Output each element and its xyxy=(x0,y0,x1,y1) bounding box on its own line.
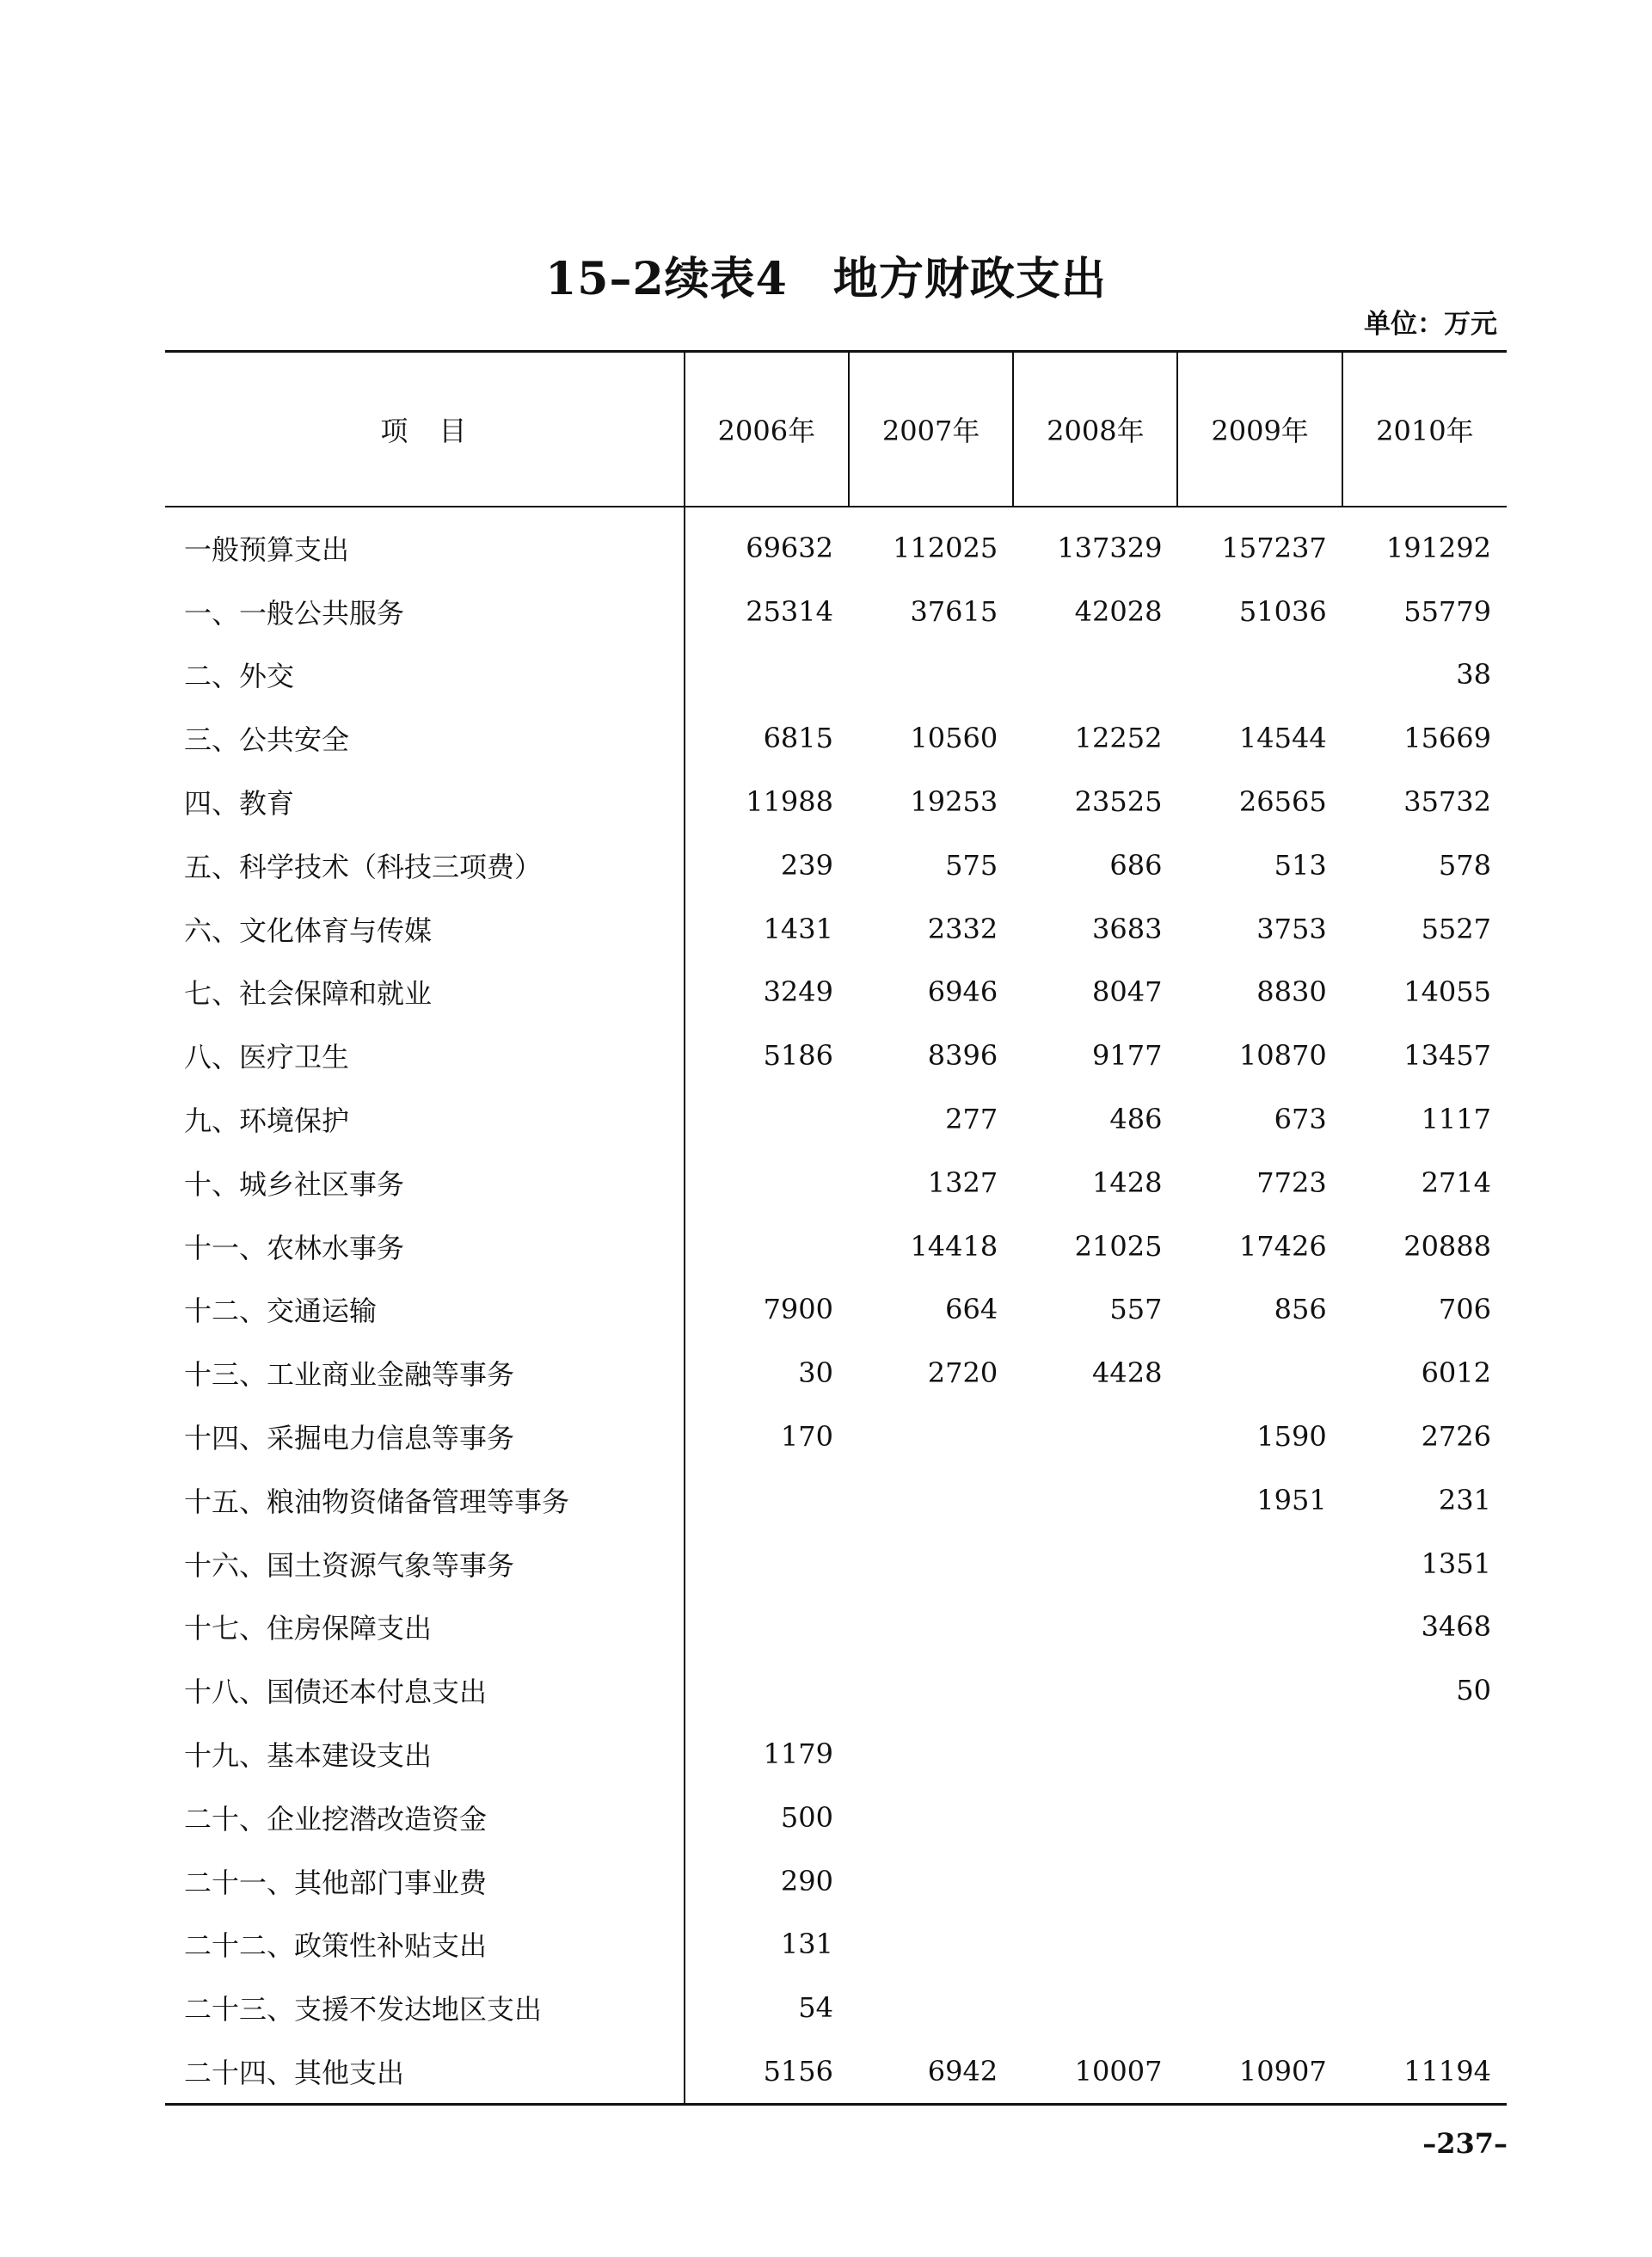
row-label: 六、文化体育与传媒 xyxy=(184,913,433,947)
cell-value-2006年: 6815 xyxy=(685,706,849,770)
cell-value-2008年: 8047 xyxy=(1092,975,1163,1009)
cell-value-2008年: 9177 xyxy=(1092,1039,1163,1073)
cell-value-2009年 xyxy=(1177,1786,1342,1849)
cell-value-2008年 xyxy=(1013,643,1177,707)
row-label: 一般预算支出 xyxy=(184,532,350,566)
table-body xyxy=(165,507,1507,2104)
cell-value-2008年 xyxy=(1013,1658,1177,1722)
cell-value-2007年: 575 xyxy=(945,848,998,882)
cell-value-2009年 xyxy=(1177,643,1342,707)
cell-value-2007年 xyxy=(849,1849,1013,1913)
cell-value-2009年: 10907 xyxy=(1238,2055,1327,2088)
cell-value-2008年: 42028 xyxy=(1074,594,1163,628)
cell-value-2010年: 5527 xyxy=(1421,912,1491,945)
cell-value-2007年 xyxy=(849,1658,1013,1722)
table-row xyxy=(165,1596,1507,1659)
cell-value-2008年 xyxy=(1013,1786,1177,1849)
cell-value-2009年 xyxy=(1177,1596,1342,1659)
cell-value-2007年: 2332 xyxy=(927,912,998,945)
row-label: 二十四、其他支出 xyxy=(184,2057,405,2090)
column-header-item: 项 目 xyxy=(165,352,685,507)
row-label: 二十、企业挖潜改造资金 xyxy=(184,1802,488,1836)
cell-value-2008年 xyxy=(1013,1596,1177,1659)
cell-value-2009年: 856 xyxy=(1274,1293,1327,1326)
cell-value-2010年: 55779 xyxy=(1403,594,1491,628)
cell-value-2009年 xyxy=(1177,1658,1342,1722)
cell-value-2010年: 578 xyxy=(1438,848,1491,882)
cell-value-2007年: 8396 xyxy=(927,1039,998,1073)
cell-value-2006年 xyxy=(685,1087,849,1151)
cell-value-2007年: 1327 xyxy=(927,1165,998,1199)
cell-value-2010年: 15669 xyxy=(1403,722,1491,755)
cell-value-2008年: 137329 xyxy=(1057,531,1163,564)
cell-value-2009年: 14544 xyxy=(1238,722,1327,755)
row-label: 十四、采掘电力信息等事务 xyxy=(184,1422,515,1455)
cell-value-2008年 xyxy=(1013,1722,1177,1786)
cell-value-2007年: 37615 xyxy=(910,594,998,628)
table-row xyxy=(165,1024,1507,1087)
cell-value-2006年: 131 xyxy=(685,1913,849,1977)
cell-value-2006年: 54 xyxy=(685,1976,849,2039)
cell-value-2007年 xyxy=(849,1532,1013,1596)
cell-value-2008年: 3683 xyxy=(1092,912,1163,945)
cell-value-2008年 xyxy=(1013,1849,1177,1913)
cell-value-2007年: 6942 xyxy=(927,2055,998,2088)
cell-value-2008年: 557 xyxy=(1109,1293,1163,1326)
table-row xyxy=(165,1976,1507,2039)
cell-value-2010年: 231 xyxy=(1438,1483,1491,1516)
cell-value-2010年: 35732 xyxy=(1403,785,1491,819)
cell-value-2008年: 23525 xyxy=(1074,785,1163,819)
cell-value-2007年: 277 xyxy=(945,1103,998,1136)
row-label: 十三、工业商业金融等事务 xyxy=(184,1358,515,1392)
cell-value-2008年 xyxy=(1013,1976,1177,2039)
cell-value-2010年: 6012 xyxy=(1421,1356,1491,1390)
row-label: 十七、住房保障支出 xyxy=(184,1612,433,1645)
cell-value-2007年: 14418 xyxy=(910,1229,998,1263)
cell-value-2006年 xyxy=(685,1468,849,1532)
cell-value-2010年: 3468 xyxy=(1421,1610,1491,1644)
row-label: 十一、农林水事务 xyxy=(184,1231,405,1264)
cell-value-2007年 xyxy=(849,1786,1013,1849)
row-label: 三、公共安全 xyxy=(184,723,350,757)
cell-value-2006年: 25314 xyxy=(685,580,849,643)
cell-value-2008年: 21025 xyxy=(1074,1229,1163,1263)
table-row xyxy=(165,961,1507,1024)
cell-value-2008年 xyxy=(1013,1532,1177,1596)
cell-value-2006年 xyxy=(685,1215,849,1278)
table-row xyxy=(165,1722,1507,1786)
cell-value-2006年: 170 xyxy=(685,1405,849,1468)
table-row xyxy=(165,2039,1507,2104)
table-row xyxy=(165,770,1507,833)
cell-value-2010年: 13457 xyxy=(1403,1039,1491,1073)
cell-value-2010年: 14055 xyxy=(1403,975,1491,1009)
row-label: 二、外交 xyxy=(184,660,295,693)
finance-expenditure-table xyxy=(165,350,1507,2106)
cell-value-2007年 xyxy=(849,1596,1013,1659)
cell-value-2009年 xyxy=(1177,1341,1342,1405)
column-header-year: 2006年 xyxy=(685,352,849,507)
cell-value-2006年: 1431 xyxy=(685,897,849,961)
page-title: 15–2续表4 地方财政支出 xyxy=(545,253,1107,305)
table-row xyxy=(165,706,1507,770)
cell-value-2006年: 30 xyxy=(685,1341,849,1405)
cell-value-2007年 xyxy=(849,1405,1013,1468)
table-row xyxy=(165,1341,1507,1405)
cell-value-2007年: 10560 xyxy=(910,722,998,755)
unit-label: 单位：万元 xyxy=(1364,309,1497,340)
cell-value-2010年 xyxy=(1342,1786,1507,1849)
cell-value-2009年: 7723 xyxy=(1256,1165,1327,1199)
cell-value-2007年: 19253 xyxy=(910,785,998,819)
cell-value-2008年: 686 xyxy=(1109,848,1163,882)
cell-value-2008年 xyxy=(1013,1468,1177,1532)
table-row xyxy=(165,1087,1507,1151)
cell-value-2006年: 500 xyxy=(685,1786,849,1849)
table-row xyxy=(165,580,1507,643)
cell-value-2010年: 191292 xyxy=(1385,531,1491,564)
table-row xyxy=(165,643,1507,707)
cell-value-2006年: 69632 xyxy=(685,507,849,580)
cell-value-2009年: 17426 xyxy=(1238,1229,1327,1263)
cell-value-2010年: 11194 xyxy=(1403,2055,1491,2088)
cell-value-2007年: 6946 xyxy=(927,975,998,1009)
table-row xyxy=(165,1405,1507,1468)
row-label: 十八、国债还本付息支出 xyxy=(184,1676,488,1709)
cell-value-2008年: 12252 xyxy=(1074,722,1163,755)
cell-value-2010年: 1117 xyxy=(1421,1103,1491,1136)
cell-value-2009年: 8830 xyxy=(1256,975,1327,1009)
row-label: 二十一、其他部门事业费 xyxy=(184,1866,488,1899)
cell-value-2006年: 11988 xyxy=(685,770,849,833)
row-label: 二十三、支援不发达地区支出 xyxy=(184,1993,543,2026)
cell-value-2009年: 157237 xyxy=(1221,531,1327,564)
row-label: 一、一般公共服务 xyxy=(184,596,405,630)
cell-value-2009年 xyxy=(1177,1532,1342,1596)
cell-value-2008年 xyxy=(1013,1405,1177,1468)
column-header-year: 2007年 xyxy=(849,352,1013,507)
cell-value-2009年 xyxy=(1177,1976,1342,2039)
cell-value-2009年: 51036 xyxy=(1238,594,1327,628)
table-row xyxy=(165,1468,1507,1532)
cell-value-2007年: 664 xyxy=(945,1293,998,1326)
column-header-year: 2009年 xyxy=(1177,352,1342,507)
cell-value-2010年: 706 xyxy=(1438,1293,1491,1326)
cell-value-2010年 xyxy=(1342,1976,1507,2039)
cell-value-2007年 xyxy=(849,643,1013,707)
table-row xyxy=(165,1151,1507,1215)
cell-value-2007年 xyxy=(849,1976,1013,2039)
row-label: 五、科学技术（科技三项费） xyxy=(184,850,543,883)
row-label: 十五、粮油物资储备管理等事务 xyxy=(184,1485,570,1518)
cell-value-2007年: 2720 xyxy=(927,1356,998,1390)
column-header-year: 2010年 xyxy=(1342,352,1507,507)
row-label: 八、医疗卫生 xyxy=(184,1041,350,1074)
cell-value-2006年 xyxy=(685,643,849,707)
page-number: –237– xyxy=(1422,2127,1508,2160)
cell-value-2007年: 112025 xyxy=(893,531,998,564)
cell-value-2007年 xyxy=(849,1913,1013,1977)
table-row xyxy=(165,507,1507,580)
cell-value-2008年: 4428 xyxy=(1092,1356,1163,1390)
table-row xyxy=(165,1278,1507,1342)
cell-value-2010年: 1351 xyxy=(1421,1547,1491,1580)
table-row xyxy=(165,1658,1507,1722)
cell-value-2006年: 1179 xyxy=(685,1722,849,1786)
cell-value-2006年 xyxy=(685,1151,849,1215)
row-label: 九、环境保护 xyxy=(184,1104,350,1138)
cell-value-2009年: 673 xyxy=(1274,1103,1327,1136)
cell-value-2006年 xyxy=(685,1658,849,1722)
table-header xyxy=(165,352,1507,507)
cell-value-2007年 xyxy=(849,1468,1013,1532)
column-header-year: 2008年 xyxy=(1013,352,1177,507)
cell-value-2009年 xyxy=(1177,1722,1342,1786)
cell-value-2006年: 7900 xyxy=(685,1278,849,1342)
cell-value-2010年: 2714 xyxy=(1421,1165,1491,1199)
row-label: 二十二、政策性补贴支出 xyxy=(184,1929,488,1963)
row-label: 四、教育 xyxy=(184,787,295,821)
header-row xyxy=(165,352,1507,507)
cell-value-2006年: 5186 xyxy=(685,1024,849,1087)
cell-value-2006年 xyxy=(685,1596,849,1659)
row-label: 十六、国土资源气象等事务 xyxy=(184,1548,515,1582)
cell-value-2008年: 1428 xyxy=(1092,1165,1163,1199)
cell-value-2006年: 239 xyxy=(685,833,849,897)
cell-value-2009年: 513 xyxy=(1274,848,1327,882)
row-label: 七、社会保障和就业 xyxy=(184,977,433,1011)
table-row xyxy=(165,1215,1507,1278)
cell-value-2010年: 38 xyxy=(1456,658,1491,692)
cell-value-2008年: 486 xyxy=(1109,1103,1163,1136)
cell-value-2009年 xyxy=(1177,1849,1342,1913)
cell-value-2006年: 5156 xyxy=(685,2039,849,2104)
cell-value-2006年: 3249 xyxy=(685,961,849,1024)
table-row xyxy=(165,897,1507,961)
cell-value-2009年: 3753 xyxy=(1256,912,1327,945)
cell-value-2010年: 2726 xyxy=(1421,1420,1491,1454)
cell-value-2008年 xyxy=(1013,1913,1177,1977)
table-row xyxy=(165,1786,1507,1849)
cell-value-2010年 xyxy=(1342,1849,1507,1913)
cell-value-2009年: 26565 xyxy=(1238,785,1327,819)
table-row xyxy=(165,1913,1507,1977)
cell-value-2007年 xyxy=(849,1722,1013,1786)
cell-value-2010年 xyxy=(1342,1913,1507,1977)
row-label: 十二、交通运输 xyxy=(184,1295,378,1328)
cell-value-2010年: 20888 xyxy=(1403,1229,1491,1263)
cell-value-2008年: 10007 xyxy=(1074,2055,1163,2088)
cell-value-2009年: 1590 xyxy=(1256,1420,1327,1454)
cell-value-2009年: 1951 xyxy=(1256,1483,1327,1516)
table-row xyxy=(165,1532,1507,1596)
cell-value-2010年: 50 xyxy=(1456,1674,1491,1707)
row-label: 十、城乡社区事务 xyxy=(184,1167,405,1201)
cell-value-2009年 xyxy=(1177,1913,1342,1977)
cell-value-2006年 xyxy=(685,1532,849,1596)
table-row xyxy=(165,833,1507,897)
cell-value-2010年 xyxy=(1342,1722,1507,1786)
table-row xyxy=(165,1849,1507,1913)
cell-value-2006年: 290 xyxy=(685,1849,849,1913)
cell-value-2009年: 10870 xyxy=(1238,1039,1327,1073)
row-label: 十九、基本建设支出 xyxy=(184,1739,433,1773)
